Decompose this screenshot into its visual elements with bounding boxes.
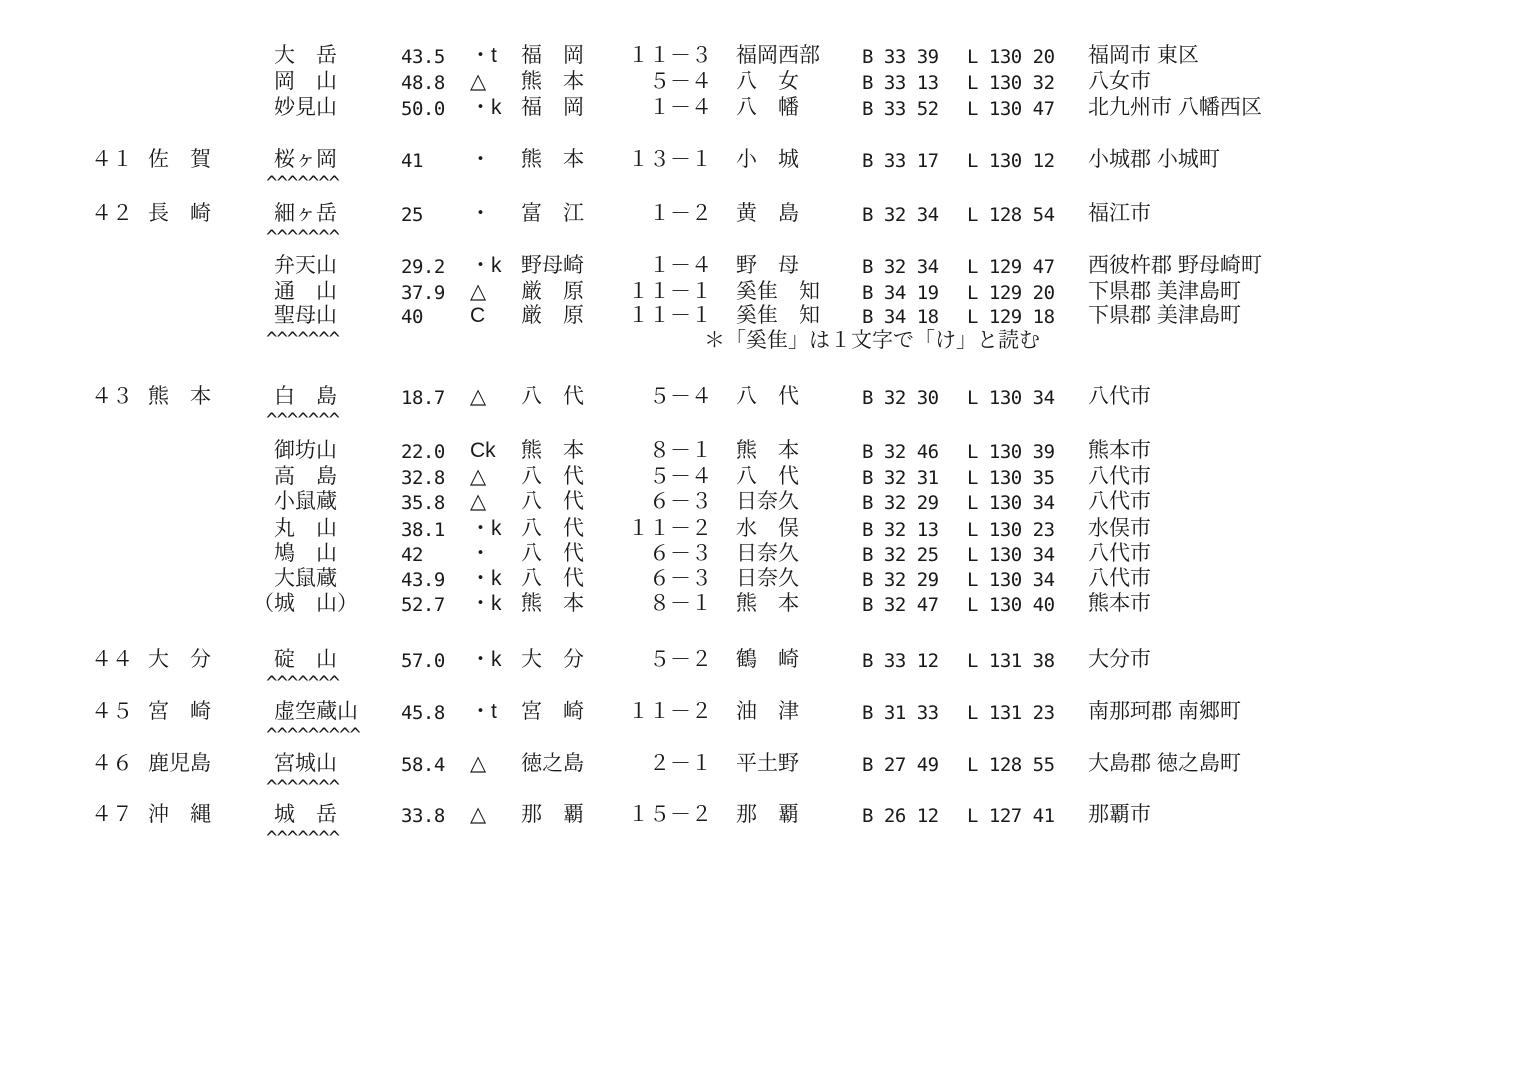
- prefecture-name: 長 崎: [148, 202, 211, 225]
- map-sheet-number: １－２: [649, 202, 712, 225]
- table-row: [0, 491, 1527, 517]
- map-sheet-number: ２－１: [649, 752, 712, 775]
- map-50k-name: 奚隹 知: [736, 280, 820, 303]
- latitude-value: B 34 19: [862, 282, 939, 304]
- longitude-value: L 129 47: [967, 256, 1055, 278]
- municipality: 大分市: [1088, 648, 1151, 671]
- map-200k-name: 熊 本: [521, 439, 584, 462]
- table-row: [0, 71, 1527, 97]
- table-row: [0, 543, 1527, 569]
- longitude-value: L 130 34: [967, 492, 1055, 514]
- map-sheet-number: １－４: [649, 254, 712, 277]
- map-50k-name: 野 母: [736, 254, 799, 277]
- longitude-value: L 130 12: [967, 150, 1055, 172]
- map-200k-name: 厳 原: [521, 280, 584, 303]
- mountain-name: 御坊山: [274, 439, 337, 462]
- mountain-name: 桜ヶ岡: [274, 148, 337, 171]
- name-underline: ^^^^^^^: [266, 172, 340, 194]
- longitude-value: L 130 47: [967, 98, 1055, 120]
- elevation-value: 50.0: [401, 98, 445, 120]
- map-sheet-number: １１－２: [628, 517, 712, 540]
- prefecture-name: 熊 本: [148, 385, 211, 408]
- mountain-name: 岡 山: [274, 70, 337, 93]
- survey-mark: △: [470, 752, 487, 775]
- map-50k-name: 八 代: [736, 385, 799, 408]
- survey-mark: ・k: [470, 648, 502, 671]
- latitude-value: B 32 29: [862, 492, 939, 514]
- reading-note: ＊「奚隹」は１文字で「け」と読む: [704, 329, 1040, 352]
- prefecture-name: 佐 賀: [148, 148, 211, 171]
- map-50k-name: 鶴 崎: [736, 648, 799, 671]
- survey-mark: ・k: [470, 517, 502, 540]
- name-underline: ^^^^^^^: [266, 827, 340, 849]
- map-sheet-number: ６－３: [649, 567, 712, 590]
- elevation-value: 35.8: [401, 492, 445, 514]
- map-sheet-number: ５－４: [649, 385, 712, 408]
- elevation-value: 38.1: [401, 519, 445, 541]
- map-50k-name: 八 女: [736, 70, 799, 93]
- latitude-value: B 32 47: [862, 594, 939, 616]
- map-200k-name: 福 岡: [521, 96, 584, 119]
- name-underline: ^^^^^^^: [266, 328, 340, 350]
- table-row: [0, 202, 1527, 248]
- elevation-value: 42: [401, 544, 423, 566]
- mountain-name: 白 島: [274, 385, 337, 408]
- elevation-value: 43.5: [401, 46, 445, 68]
- elevation-value: 43.9: [401, 569, 445, 591]
- prefecture-number: ４７: [91, 803, 133, 826]
- municipality: 水俣市: [1088, 517, 1151, 540]
- table-row: [0, 440, 1527, 466]
- elevation-value: 45.8: [401, 702, 445, 724]
- elevation-value: 33.8: [401, 805, 445, 827]
- longitude-value: L 130 32: [967, 72, 1055, 94]
- name-underline: ^^^^^^^^^: [266, 724, 360, 746]
- table-row: [0, 466, 1527, 492]
- table-row: [0, 385, 1527, 431]
- mountain-name: 小鼠蔵: [274, 490, 337, 513]
- elevation-value: 32.8: [401, 467, 445, 489]
- map-50k-name: 那 覇: [736, 803, 799, 826]
- municipality: 那覇市: [1088, 803, 1151, 826]
- elevation-value: 41: [401, 150, 423, 172]
- map-200k-name: 厳 原: [521, 304, 584, 327]
- survey-mark: ・k: [470, 567, 502, 590]
- map-200k-name: 熊 本: [521, 592, 584, 615]
- municipality: 熊本市: [1088, 592, 1151, 615]
- latitude-value: B 32 30: [862, 387, 939, 409]
- name-underline: ^^^^^^^: [266, 409, 340, 431]
- map-200k-name: 那 覇: [521, 803, 584, 826]
- map-sheet-number: １－４: [649, 96, 712, 119]
- survey-mark: ・t: [470, 44, 497, 67]
- longitude-value: L 131 23: [967, 702, 1055, 724]
- map-50k-name: 平土野: [736, 752, 799, 775]
- municipality: 南那珂郡 南郷町: [1088, 700, 1241, 723]
- table-row: [0, 803, 1527, 849]
- table-row: [0, 593, 1527, 619]
- map-50k-name: 小 城: [736, 148, 799, 171]
- prefecture-name: 宮 崎: [148, 700, 211, 723]
- map-sheet-number: １１－１: [628, 280, 712, 303]
- municipality: 下県郡 美津島町: [1088, 304, 1241, 327]
- latitude-value: B 33 13: [862, 72, 939, 94]
- municipality: 八女市: [1088, 70, 1151, 93]
- municipality: 北九州市 八幡西区: [1088, 96, 1262, 119]
- map-sheet-number: ６－３: [649, 490, 712, 513]
- prefecture-number: ４３: [91, 385, 133, 408]
- map-200k-name: 野母崎: [521, 254, 584, 277]
- latitude-value: B 32 25: [862, 544, 939, 566]
- mountain-name: 虚空蔵山: [274, 700, 358, 723]
- table-row: [0, 752, 1527, 798]
- map-200k-name: 熊 本: [521, 148, 584, 171]
- map-200k-name: 八 代: [521, 465, 584, 488]
- map-200k-name: 八 代: [521, 542, 584, 565]
- map-200k-name: 八 代: [521, 385, 584, 408]
- longitude-value: L 129 18: [967, 306, 1055, 328]
- municipality: 福江市: [1088, 202, 1151, 225]
- map-sheet-number: ５－４: [649, 70, 712, 93]
- map-200k-name: 福 岡: [521, 44, 584, 67]
- mountain-name: 碇 山: [274, 648, 337, 671]
- table-row: [0, 518, 1527, 544]
- survey-mark: △: [470, 70, 487, 93]
- survey-mark: Ck: [470, 439, 496, 462]
- elevation-value: 22.0: [401, 441, 445, 463]
- map-200k-name: 富 江: [521, 202, 584, 225]
- map-sheet-number: １５－２: [628, 803, 712, 826]
- longitude-value: L 130 39: [967, 441, 1055, 463]
- latitude-value: B 33 17: [862, 150, 939, 172]
- map-sheet-number: ５－４: [649, 465, 712, 488]
- prefecture-name: 沖 縄: [148, 803, 211, 826]
- map-50k-name: 奚隹 知: [736, 304, 820, 327]
- elevation-value: 40: [401, 306, 423, 328]
- map-sheet-number: ５－２: [649, 648, 712, 671]
- map-50k-name: 水 俣: [736, 517, 799, 540]
- map-50k-name: 油 津: [736, 700, 799, 723]
- longitude-value: L 130 34: [967, 569, 1055, 591]
- map-200k-name: 八 代: [521, 567, 584, 590]
- map-sheet-number: ８－１: [649, 439, 712, 462]
- mountain-name: 聖母山: [274, 304, 337, 327]
- map-sheet-number: ８－１: [649, 592, 712, 615]
- latitude-value: B 34 18: [862, 306, 939, 328]
- municipality: 八代市: [1088, 465, 1151, 488]
- longitude-value: L 130 40: [967, 594, 1055, 616]
- mountain-name: 城 岳: [274, 803, 337, 826]
- map-50k-name: 熊 本: [736, 439, 799, 462]
- map-50k-name: 日奈久: [736, 542, 799, 565]
- map-200k-name: 熊 本: [521, 70, 584, 93]
- map-50k-name: 八 代: [736, 465, 799, 488]
- prefecture-number: ４２: [91, 202, 133, 225]
- table-row: [0, 148, 1527, 194]
- latitude-value: B 32 34: [862, 204, 939, 226]
- mountain-name: 妙見山: [274, 96, 337, 119]
- municipality: 八代市: [1088, 542, 1151, 565]
- prefecture-number: ４５: [91, 700, 133, 723]
- prefecture-number: ４６: [91, 752, 133, 775]
- latitude-value: B 31 33: [862, 702, 939, 724]
- survey-mark: ・k: [470, 592, 502, 615]
- table-row: [0, 648, 1527, 694]
- latitude-value: B 32 29: [862, 569, 939, 591]
- elevation-value: 58.4: [401, 754, 445, 776]
- municipality: 小城郡 小城町: [1088, 148, 1220, 171]
- elevation-value: 57.0: [401, 650, 445, 672]
- survey-mark: △: [470, 803, 487, 826]
- map-200k-name: 八 代: [521, 517, 584, 540]
- longitude-value: L 130 35: [967, 467, 1055, 489]
- municipality: 八代市: [1088, 490, 1151, 513]
- longitude-value: L 131 38: [967, 650, 1055, 672]
- map-200k-name: 徳之島: [521, 752, 584, 775]
- mountain-name: 丸 山: [274, 517, 337, 540]
- latitude-value: B 33 52: [862, 98, 939, 120]
- map-200k-name: 大 分: [521, 648, 584, 671]
- map-200k-name: 宮 崎: [521, 700, 584, 723]
- elevation-value: 25: [401, 204, 423, 226]
- municipality: 八代市: [1088, 385, 1151, 408]
- mountain-name: （城 山）: [253, 592, 358, 615]
- mountain-name: 弁天山: [274, 254, 337, 277]
- mountain-name: 通 山: [274, 280, 337, 303]
- latitude-value: B 33 12: [862, 650, 939, 672]
- longitude-value: L 130 34: [967, 387, 1055, 409]
- survey-mark: C: [470, 304, 486, 327]
- municipality: 福岡市 東区: [1088, 44, 1199, 67]
- map-50k-name: 黄 島: [736, 202, 799, 225]
- mountain-name: 大鼠蔵: [274, 567, 337, 590]
- longitude-value: L 130 20: [967, 46, 1055, 68]
- map-sheet-number: １３－１: [628, 148, 712, 171]
- longitude-value: L 128 55: [967, 754, 1055, 776]
- elevation-value: 29.2: [401, 256, 445, 278]
- map-50k-name: 熊 本: [736, 592, 799, 615]
- latitude-value: B 26 12: [862, 805, 939, 827]
- map-50k-name: 八 幡: [736, 96, 799, 119]
- municipality: 大島郡 徳之島町: [1088, 752, 1241, 775]
- prefecture-number: ４１: [91, 148, 133, 171]
- table-row: [0, 568, 1527, 594]
- map-sheet-number: １１－３: [628, 44, 712, 67]
- longitude-value: L 129 20: [967, 282, 1055, 304]
- longitude-value: L 130 34: [967, 544, 1055, 566]
- name-underline: ^^^^^^^: [266, 776, 340, 798]
- municipality: 下県郡 美津島町: [1088, 280, 1241, 303]
- municipality: 八代市: [1088, 567, 1151, 590]
- survey-mark: △: [470, 490, 487, 513]
- survey-mark: ・: [470, 542, 491, 565]
- survey-mark: ・t: [470, 700, 497, 723]
- map-sheet-number: １１－２: [628, 700, 712, 723]
- latitude-value: B 32 34: [862, 256, 939, 278]
- map-sheet-number: ６－３: [649, 542, 712, 565]
- survey-mark: ・: [470, 202, 491, 225]
- mountain-name: 宮城山: [274, 752, 337, 775]
- map-50k-name: 福岡西部: [736, 44, 820, 67]
- table-row: [0, 97, 1527, 123]
- latitude-value: B 32 46: [862, 441, 939, 463]
- longitude-value: L 128 54: [967, 204, 1055, 226]
- municipality: 西彼杵郡 野母崎町: [1088, 254, 1262, 277]
- longitude-value: L 130 23: [967, 519, 1055, 541]
- name-underline: ^^^^^^^: [266, 672, 340, 694]
- elevation-value: 18.7: [401, 387, 445, 409]
- map-200k-name: 八 代: [521, 490, 584, 513]
- prefecture-number: ４４: [91, 648, 133, 671]
- latitude-value: B 33 39: [862, 46, 939, 68]
- table-row: [0, 45, 1527, 71]
- mountain-name: 高 島: [274, 465, 337, 488]
- latitude-value: B 32 13: [862, 519, 939, 541]
- elevation-value: 52.7: [401, 594, 445, 616]
- elevation-value: 37.9: [401, 282, 445, 304]
- survey-mark: △: [470, 280, 487, 303]
- table-row: [0, 700, 1527, 746]
- survey-mark: △: [470, 465, 487, 488]
- table-row: [0, 255, 1527, 281]
- mountain-name: 細ヶ岳: [274, 202, 337, 225]
- survey-mark: ・k: [470, 96, 502, 119]
- prefecture-name: 鹿児島: [148, 752, 211, 775]
- name-underline: ^^^^^^^: [266, 226, 340, 248]
- map-sheet-number: １１－１: [628, 304, 712, 327]
- mountain-name: 大 岳: [274, 44, 337, 67]
- survey-mark: ・k: [470, 254, 502, 277]
- prefecture-name: 大 分: [148, 648, 211, 671]
- mountain-name: 鳩 山: [274, 542, 337, 565]
- latitude-value: B 32 31: [862, 467, 939, 489]
- municipality: 熊本市: [1088, 439, 1151, 462]
- survey-mark: ・: [470, 148, 491, 171]
- map-50k-name: 日奈久: [736, 490, 799, 513]
- survey-mark: △: [470, 385, 487, 408]
- latitude-value: B 27 49: [862, 754, 939, 776]
- elevation-value: 48.8: [401, 72, 445, 94]
- longitude-value: L 127 41: [967, 805, 1055, 827]
- map-50k-name: 日奈久: [736, 567, 799, 590]
